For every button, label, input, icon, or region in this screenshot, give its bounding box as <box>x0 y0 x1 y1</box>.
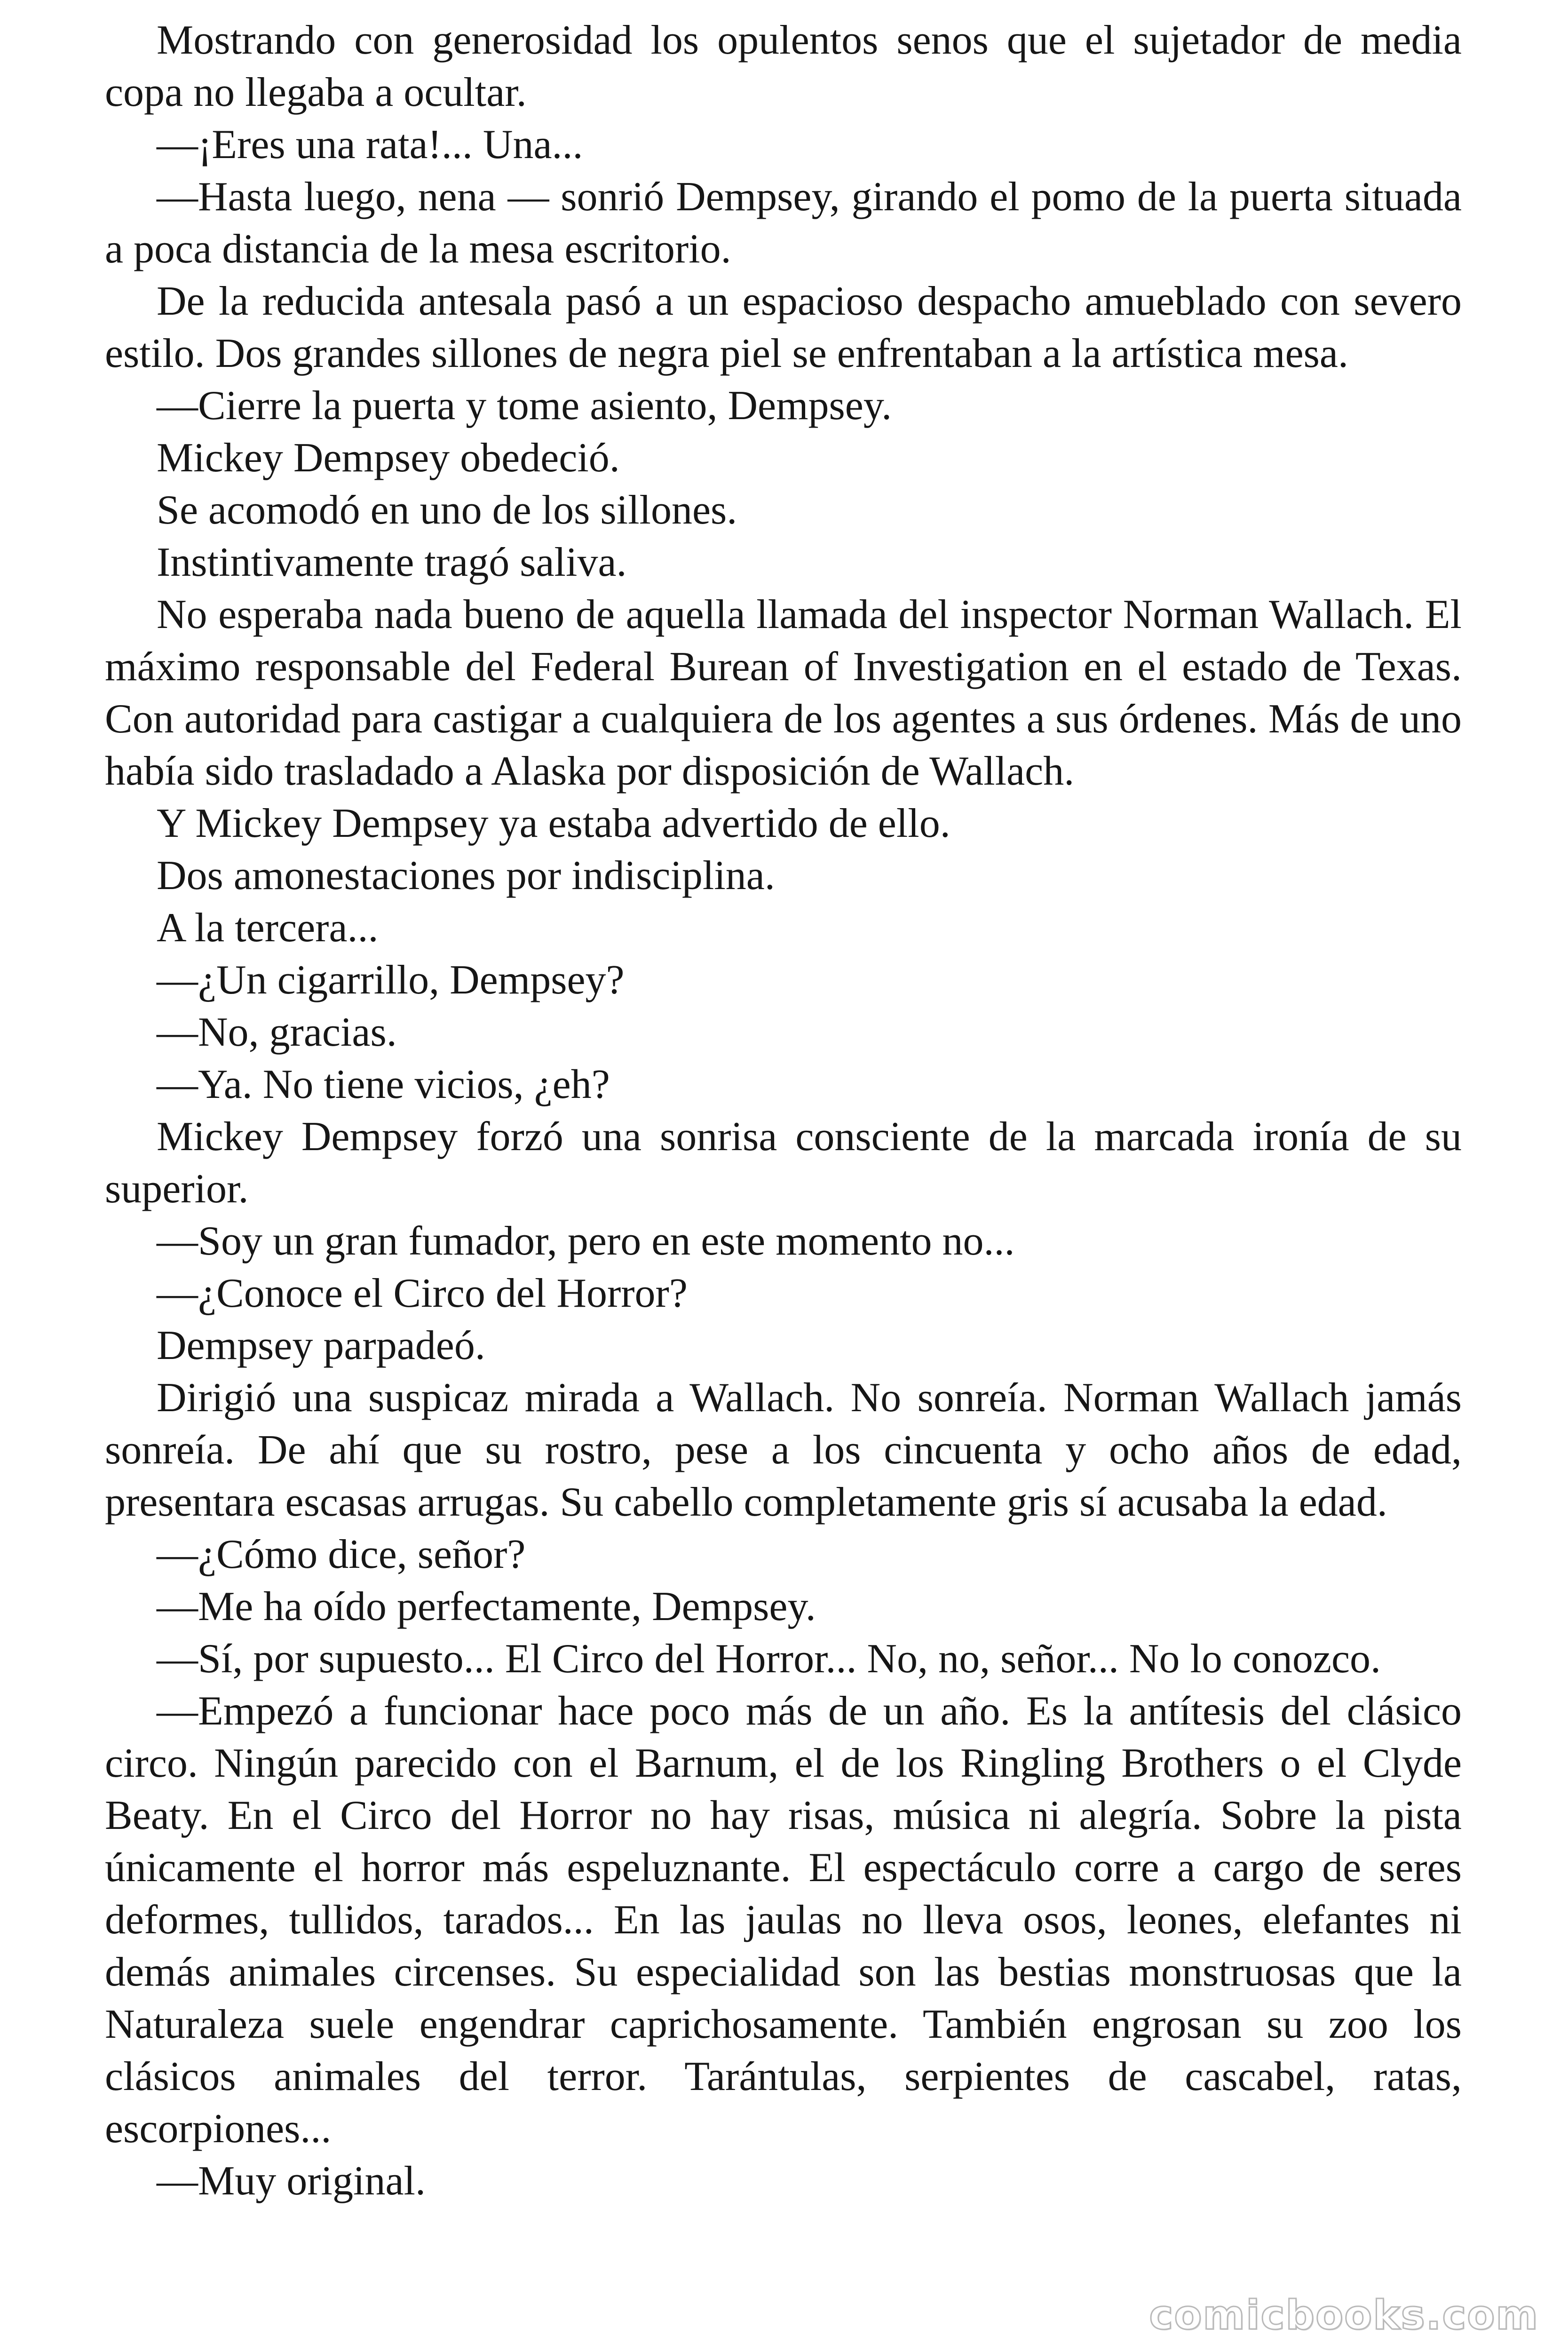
paragraph: Mostrando con generosidad los opulentos senos que el sujetador de media copa no llegaba a ocultar. <box>105 17 1462 115</box>
paragraph: Y Mickey Dempsey ya estaba advertido de ello. <box>157 801 950 846</box>
paragraph: —No, gracias. <box>157 1009 397 1055</box>
paragraph: —Hasta luego, nena — sonrió Dempsey, girando el pomo de la puerta situada a poca distancia de la mesa escritorio. <box>105 174 1462 272</box>
paragraph: —Muy original. <box>157 2158 426 2204</box>
paragraph: Mickey Dempsey forzó una sonrisa consciente de la marcada ironía de su superior. <box>105 1114 1462 1212</box>
paragraph: No esperaba nada bueno de aquella llamada del inspector Norman Wallach. El máximo responsable del Federal Burean of Investigation en el estado de Texas. Con autoridad para castigar a cualquiera de los agentes a sus órdenes. Más de uno había sido trasladado a Alaska por disposición de Wallach. <box>105 592 1462 794</box>
paragraph: Instintivamente tragó saliva. <box>157 540 627 585</box>
paragraph: —Empezó a funcionar hace poco más de un año. Es la antítesis del clásico circo. Ningún parecido con el Barnum, el de los Ringling Brothers o el Clyde Beaty. En el Circo del Horror no hay risas, música ni alegría. Sobre la pista únicamente el horror más espeluznante. El espectáculo corre a cargo de seres deformes, tullidos, tarados... En las jaulas no lleva osos, leones, elefantes ni demás animales circenses. Su especialidad son las bestias monstruosas que la Naturaleza suele engendrar caprichosamente. También engrosan su zoo los clásicos animales del terror. Tarántulas, serpientes de cascabel, ratas, escorpiones... <box>105 1688 1462 2152</box>
paragraph: A la tercera... <box>157 905 379 951</box>
paragraph: Dirigió una suspicaz mirada a Wallach. No sonreía. Norman Wallach jamás sonreía. De ahí que su rostro, pese a los cincuenta y ocho años de edad, presentara escasas arrugas. Su cabello completamente gris sí acusaba la edad. <box>105 1375 1462 1525</box>
paragraph: —Sí, por supuesto... El Circo del Horror... No, no, señor... No lo conozco. <box>157 1636 1381 1682</box>
paragraph: —¡Eres una rata!... Una... <box>157 122 583 167</box>
paragraph: —Ya. No tiene vicios, ¿eh? <box>157 1062 610 1107</box>
paragraph: Se acomodó en uno de los sillones. <box>157 487 737 533</box>
paragraph: Dempsey parpadeó. <box>157 1323 485 1368</box>
paragraph: —Cierre la puerta y tome asiento, Dempsey. <box>157 383 892 429</box>
paragraph: —Soy un gran fumador, pero en este momento no... <box>157 1218 1015 1264</box>
paragraph: De la reducida antesala pasó a un espacioso despacho amueblado con severo estilo. Dos grandes sillones de negra piel se enfrentaban a la artística mesa. <box>105 278 1462 376</box>
paragraph: —Me ha oído perfectamente, Dempsey. <box>157 1584 816 1629</box>
body-text <box>105 14 1462 2207</box>
paragraph: —¿Un cigarrillo, Dempsey? <box>157 957 625 1003</box>
paragraph: —¿Conoce el Circo del Horror? <box>157 1271 688 1316</box>
watermark: comicbooks.com <box>1149 2292 1539 2339</box>
paragraph: Mickey Dempsey obedeció. <box>157 435 620 481</box>
paragraph: —¿Cómo dice, señor? <box>157 1532 526 1577</box>
paragraph: Dos amonestaciones por indisciplina. <box>157 853 775 898</box>
